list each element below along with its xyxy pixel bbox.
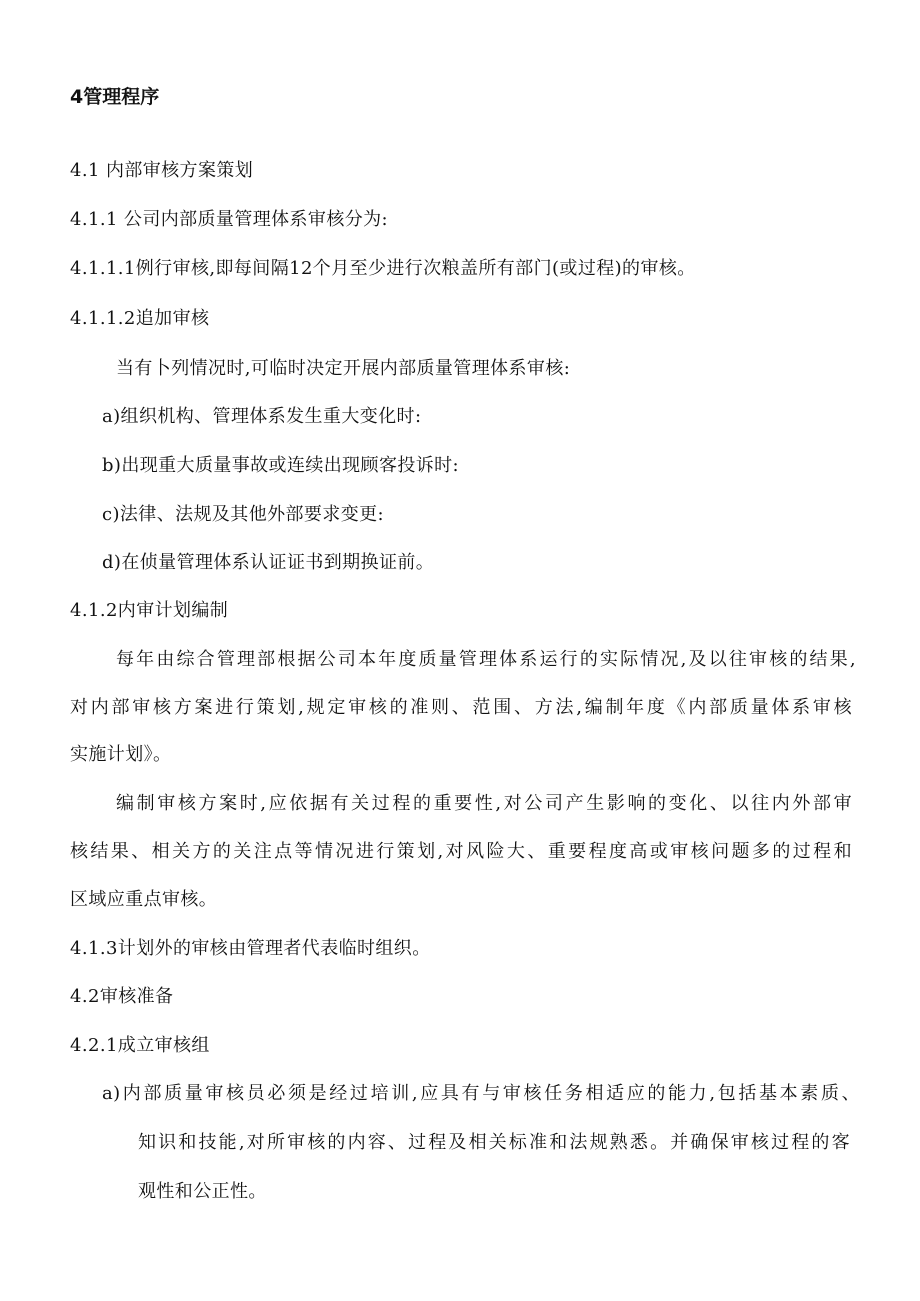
clause-4-2-1-a-line-3: 观性和公正性。 <box>138 1181 267 1202</box>
clause-4-1-1-1: 4.1.1.1例行审核,即每间隔12个月至少进行次粮盖所有部门(或过程)的审核。 <box>70 258 696 279</box>
list-item-b: b)出现重大质量事故或连续出现顾客投诉时: <box>102 455 460 476</box>
heading-4-1: 4.1 内部审核方案策划 <box>70 160 254 181</box>
clause-4-1-1-2-intro: 当有卜列情况时,可临时决定开展内部质量管理体系审核: <box>116 358 571 379</box>
paragraph-4-1-2b-line-3: 区域应重点审核。 <box>70 889 218 910</box>
paragraph-4-1-2b-line-1: 编制审核方案时,应依据有关过程的重要性,对公司产生影响的变化、以往内外部审 <box>116 793 852 814</box>
heading-4-1-2: 4.1.2内审计划编制 <box>70 600 229 621</box>
paragraph-4-1-2-line-2: 对内部审核方案进行策划,规定审核的准则、范围、方法,编制年度《内部质量体系审核 <box>70 697 852 718</box>
heading-4-1-1-2: 4.1.1.2追加审核 <box>70 308 210 329</box>
list-item-c: c)法律、法规及其他外部要求变更: <box>102 504 384 525</box>
paragraph-4-1-2-line-1: 每年由综合管理部根据公司本年度质量管理体系运行的实际情况,及以往审核的结果, <box>116 649 856 670</box>
list-item-d: d)在侦量管理体系认证证书到期换证前。 <box>102 552 435 573</box>
section-title: 4管理程序 <box>70 86 160 108</box>
paragraph-4-1-2b-line-2: 核结果、相关方的关注点等情况进行策划,对风险大、重要程度高或审核问题多的过程和 <box>70 841 852 862</box>
heading-4-2-1: 4.2.1成立审核组 <box>70 1035 210 1056</box>
clause-4-2-1-a-line-1: a)内部质量审核员必须是经过培训,应具有与审核任务相适应的能力,包括基本素质、 <box>102 1083 860 1104</box>
heading-4-1-1: 4.1.1 公司内部质量管理体系审核分为: <box>70 209 388 230</box>
clause-4-1-3: 4.1.3计划外的审核由管理者代表临时组织。 <box>70 938 431 959</box>
heading-4-2: 4.2审核准备 <box>70 986 174 1007</box>
clause-4-2-1-a-line-2: 知识和技能,对所审核的内容、过程及相关标准和法规熟悉。并确保审核过程的客 <box>138 1132 850 1153</box>
list-item-a: a)组织机构、管理体系发生重大变化时: <box>102 406 422 427</box>
paragraph-4-1-2-line-3: 实施计划》。 <box>70 744 172 765</box>
